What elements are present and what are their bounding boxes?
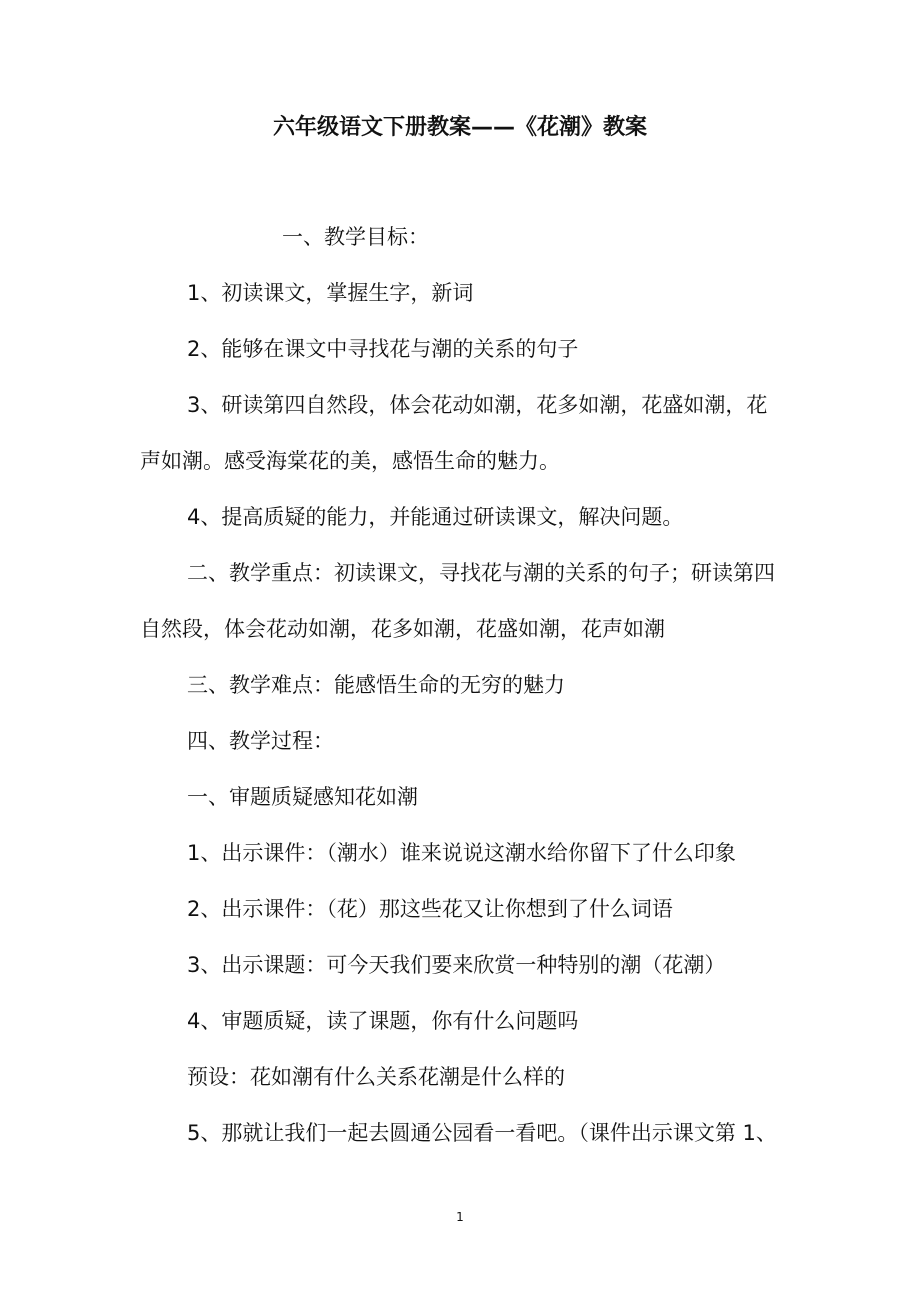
paragraph-line: 1、初读课文，掌握生字，新词 bbox=[187, 281, 474, 305]
page-number: 1 bbox=[456, 1210, 464, 1224]
paragraph-line: 自然段，体会花动如潮，花多如潮，花盛如潮，花声如潮 bbox=[140, 617, 665, 641]
paragraph-line: 4、提高质疑的能力，并能通过研读课文，解决问题。 bbox=[187, 505, 684, 529]
section-heading-process: 四、教学过程： bbox=[187, 729, 334, 753]
section-heading-difficulties: 三、教学难点：能感悟生命的无穷的魅力 bbox=[187, 673, 565, 697]
paragraph-line: 声如潮。感受海棠花的美，感悟生命的魅力。 bbox=[140, 449, 560, 473]
paragraph-line: 2、能够在课文中寻找花与潮的关系的句子 bbox=[187, 337, 579, 361]
paragraph-line: 3、出示课题：可今天我们要来欣赏一种特别的潮（花潮） bbox=[187, 953, 726, 977]
subsection-heading: 一、审题质疑感知花如潮 bbox=[187, 785, 418, 809]
paragraph-line: 2、出示课件：（花）那这些花又让你想到了什么词语 bbox=[187, 897, 673, 921]
section-heading-key-points: 二、教学重点：初读课文，寻找花与潮的关系的句子；研读第四 bbox=[187, 561, 775, 585]
section-heading-objectives: 一、教学目标： bbox=[282, 225, 429, 249]
paragraph-line: 4、审题质疑，读了课题，你有什么问题吗 bbox=[187, 1009, 579, 1033]
paragraph-line: 1、出示课件：（潮水）谁来说说这潮水给你留下了什么印象 bbox=[187, 841, 736, 865]
paragraph-line: 预设：花如潮有什么关系花潮是什么样的 bbox=[187, 1065, 565, 1089]
paragraph-line: 5、那就让我们一起去圆通公园看一看吧。（课件出示课文第 1、 bbox=[187, 1121, 777, 1145]
paragraph-line: 3、研读第四自然段，体会花动如潮，花多如潮，花盛如潮，花 bbox=[187, 393, 768, 417]
document-title: 六年级语文下册教案——《花潮》教案 bbox=[272, 115, 647, 140]
